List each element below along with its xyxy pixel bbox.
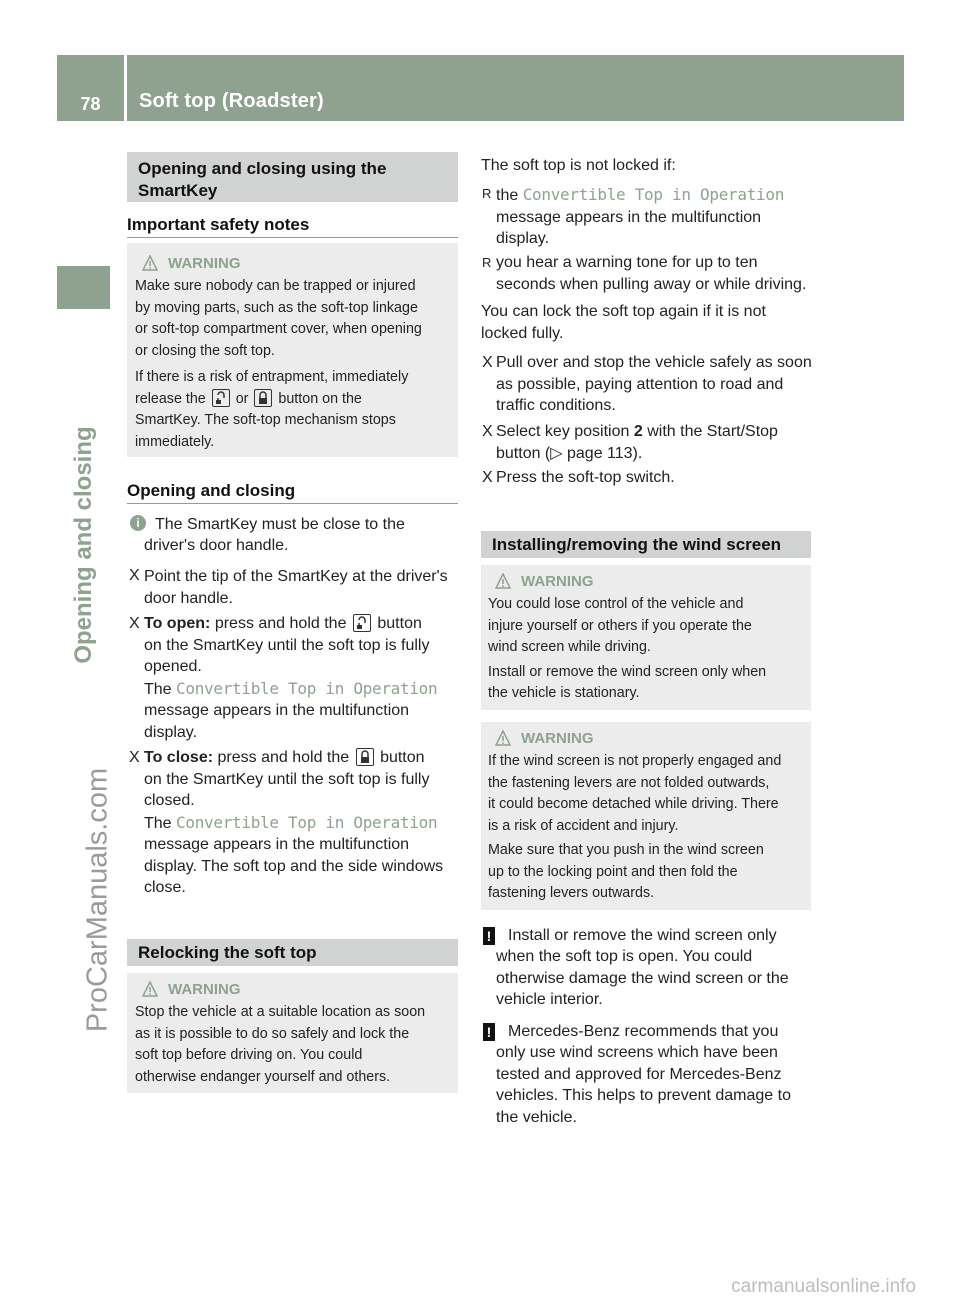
warning-line: Stop the vehicle at a suitable location as soon [135, 1004, 426, 1020]
text-line: tested and approved for Mercedes-Benz [496, 1065, 782, 1083]
not-locked-intro: The soft top is not locked if: [481, 157, 676, 174]
step-arrow-icon: X [482, 354, 493, 371]
warning-line: the fastening levers are not folded outwards, [488, 774, 770, 791]
text-line: otherwise damage the wind screen or the [496, 969, 789, 987]
section-header-relocking [127, 939, 458, 966]
step-press-switch: Press the soft-top switch. [496, 469, 675, 486]
text: press and hold the [214, 615, 347, 632]
warning-title: WARNING [521, 730, 594, 747]
note-text-cont [496, 946, 811, 1011]
warning-line: otherwise endanger yourself and others. [135, 1068, 391, 1085]
text-line: vehicle interior. [496, 991, 603, 1008]
warning-line: You could lose control of the vehicle and [488, 596, 744, 612]
section-header-opening-smartkey [127, 152, 458, 202]
text-line: close. [144, 879, 186, 896]
warning-line: is a risk of accident and injury. [488, 817, 679, 834]
warning-line: immediately. [135, 433, 215, 450]
page-reference[interactable]: button (▷ page 113). [496, 444, 643, 462]
note-text: Mercedes-Benz recommends that you [508, 1023, 779, 1040]
divider [127, 503, 458, 504]
text-line: opened. [144, 658, 202, 675]
note-text: Install or remove the wind screen only [508, 927, 777, 944]
important-safety-heading: Important safety notes [127, 215, 310, 234]
text-line [144, 812, 462, 835]
warning-title: WARNING [521, 573, 594, 590]
warning-triangle-icon [495, 573, 511, 589]
text-line: only use wind screens which have been [496, 1044, 778, 1061]
warning-title: WARNING [168, 981, 241, 998]
text-line: you hear a warning tone for up to ten [496, 254, 758, 271]
text-line: closed. [144, 792, 195, 809]
info-text-cont [144, 535, 458, 557]
warning-box [481, 722, 811, 910]
text-line: You can lock the soft top again if it is not [481, 303, 766, 320]
step-arrow-icon: X [482, 469, 493, 486]
warning-line: Install or remove the wind screen only when [488, 663, 767, 680]
label: To close: [144, 749, 214, 766]
text-line: on the SmartKey until the soft top is fully [144, 770, 430, 788]
text-line: traffic conditions. [496, 397, 616, 414]
bullet-icon: R [482, 255, 492, 270]
warning-line: fastening levers outwards. [488, 885, 655, 901]
warning-line-with-icons [135, 389, 457, 411]
page-title: Soft top (Roadster) [139, 90, 324, 112]
info-icon: i [130, 515, 146, 531]
text-line: locked fully. [481, 324, 564, 342]
chapter-tab-marker [57, 266, 110, 309]
note-text-cont [496, 1042, 814, 1128]
unlock-icon [212, 389, 230, 407]
step-open [144, 613, 460, 743]
text-line: The SmartKey must be close to the [155, 516, 405, 533]
section-title-line2: SmartKey [138, 181, 218, 200]
text: with the Start/Stop [647, 423, 778, 440]
warning-line: wind screen while driving. [488, 639, 651, 655]
text: The [144, 814, 172, 832]
caution-icon: ! [483, 927, 495, 945]
text-line: Point the tip of the SmartKey at the driver's [144, 568, 448, 585]
text: or [235, 390, 249, 407]
text: press and hold the [217, 749, 350, 766]
warning-line: injure yourself or others if you operate the [488, 617, 752, 634]
text-line [144, 747, 462, 769]
text-line: message appears in the multifunction [144, 836, 410, 853]
lock-icon [254, 389, 272, 407]
text: button [377, 615, 422, 632]
header-separator [124, 55, 127, 121]
display-message: Convertible Top in Operation [176, 812, 438, 832]
text-line [496, 421, 811, 443]
footer-watermark: carmanualsonline.info [731, 1276, 916, 1297]
step-close [144, 747, 462, 899]
step-arrow-icon: X [129, 567, 140, 584]
lock-icon [356, 748, 374, 766]
unlock-icon [353, 614, 371, 632]
text-line [496, 184, 811, 207]
text-line: on the SmartKey until the soft top is fully [144, 636, 430, 654]
text-line [144, 613, 460, 635]
section-header-wind-screen [481, 531, 811, 558]
warning-line: SmartKey. The soft-top mechanism stops [135, 412, 396, 428]
warning-box [127, 243, 458, 457]
warning-line: If there is a risk of entrapment, immediately [135, 369, 409, 385]
text: Select key position [496, 423, 630, 440]
warning-line: Make sure that you push in the wind screen [488, 842, 764, 858]
key-position: 2 [633, 423, 643, 440]
warning-line: up to the locking point and then fold the [488, 863, 738, 880]
display-message: Convertible Top in Operation [176, 678, 438, 698]
warning-line: or closing the soft top. [135, 342, 275, 359]
text-line: display. [496, 230, 550, 247]
step-point [144, 566, 460, 609]
opening-closing-heading: Opening and closing [127, 481, 296, 500]
text-line [144, 678, 460, 701]
text: button on the [278, 390, 362, 407]
text-line: the vehicle. [496, 1108, 577, 1126]
text-line: Pull over and stop the vehicle safely as soon [496, 354, 812, 371]
text: the [496, 187, 519, 204]
text-line: door handle. [144, 589, 233, 607]
text-line: driver's door handle. [144, 537, 289, 554]
lock-again-text [481, 301, 811, 344]
warning-box [481, 565, 811, 710]
bullet-item [496, 252, 814, 295]
text: release the [135, 390, 206, 407]
text-line: display. [144, 723, 198, 741]
section-title-line1: Opening and closing using the [138, 159, 387, 178]
chapter-tab-label: Opening and closing [70, 426, 97, 664]
text-line: vehicles. This helps to prevent damage to [496, 1087, 791, 1104]
display-message: Convertible Top in Operation [522, 185, 785, 204]
caution-icon: ! [483, 1023, 495, 1041]
warning-line: soft top before driving on. You could [135, 1047, 363, 1063]
text: button [380, 749, 425, 766]
step-pull-over [496, 352, 816, 417]
warning-triangle-icon [142, 981, 158, 997]
warning-triangle-icon [495, 730, 511, 746]
text-line: message appears in the multifunction [144, 702, 410, 719]
bullet-icon: R [482, 186, 492, 201]
warning-triangle-icon [142, 255, 158, 271]
warning-line: or soft-top compartment cover, when opening [135, 321, 422, 337]
text-line: seconds when pulling away or while driving. [496, 275, 807, 293]
bullet-item [496, 184, 811, 250]
warning-box [127, 973, 458, 1093]
warning-line: by moving parts, such as the soft-top linkage [135, 299, 418, 316]
text-line: when the soft top is open. You could [496, 948, 753, 965]
section-title: Relocking the soft top [138, 943, 317, 962]
warning-line: it could become detached while driving. There [488, 796, 779, 812]
page-number: 78 [80, 94, 101, 114]
text-line: message appears in the multifunction [496, 208, 762, 226]
watermark: ProCarManuals.com [81, 767, 114, 1033]
info-text [155, 514, 460, 536]
text-line: display. The soft top and the side windows [144, 857, 444, 875]
warning-line: If the wind screen is not properly engaged and [488, 753, 782, 769]
text-line: as possible, paying attention to road and [496, 375, 784, 393]
section-title: Installing/removing the wind screen [492, 535, 782, 554]
warning-line: the vehicle is stationary. [488, 685, 640, 701]
step-key-position [496, 421, 811, 464]
divider [127, 237, 458, 238]
warning-line: as it is possible to do so safely and lock the [135, 1025, 410, 1042]
label: To open: [144, 615, 211, 632]
step-arrow-icon: X [482, 423, 493, 440]
warning-title: WARNING [168, 255, 241, 272]
step-arrow-icon: X [129, 615, 140, 632]
warning-line: Make sure nobody can be trapped or injured [135, 278, 416, 294]
step-arrow-icon: X [129, 749, 140, 766]
text: The [144, 680, 172, 698]
